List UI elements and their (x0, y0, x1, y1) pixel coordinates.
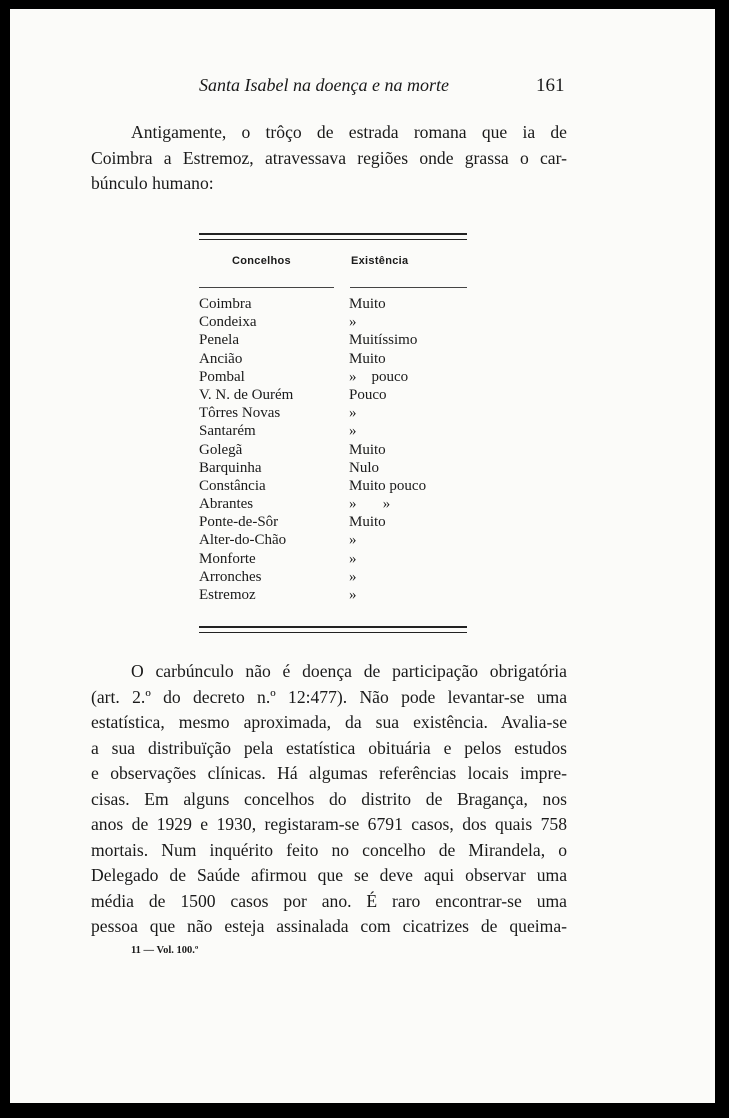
existencia-cell: Muito (349, 441, 386, 458)
text-line: Delegado de Saúde afirmou que se deve aqui observar uma (91, 865, 567, 885)
text-line: estatística, mesmo aproximada, da sua existência. Avalia-se (91, 712, 567, 732)
text-line: anos de 1929 e 1930, registaram-se 6791 casos, dos quais 758 (91, 814, 567, 834)
existencia-cell: » (349, 423, 357, 440)
existencia-cell: » (349, 587, 357, 603)
concelho-cell: Santarém (199, 423, 256, 440)
table-row (199, 404, 467, 422)
table-row (199, 495, 467, 513)
table-row (199, 313, 467, 331)
table-row (199, 386, 467, 404)
concelho-cell: Alter-do-Chão (199, 532, 287, 549)
existencia-cell: » (349, 314, 357, 331)
existencia-cell: » » (349, 496, 391, 513)
text-line: (art. 2.º do decreto n.º 12:477). Não pode levantar-se uma (91, 686, 567, 707)
existencia-cell: » (349, 532, 357, 549)
existencia-cell: Pouco (349, 386, 387, 403)
table-top-rule-thin (199, 239, 467, 240)
table-row (199, 441, 467, 459)
table-row (199, 350, 467, 368)
existencia-cell: Nulo (349, 459, 379, 476)
table-row (199, 422, 467, 440)
concelho-cell: Tôrres Novas (199, 405, 281, 422)
text-line: cisas. Em alguns concelhos do distrito de Bragança, nos (91, 788, 567, 809)
text-line: Coimbra a Estremoz, atravessava regiões onde grassa o car- (91, 147, 567, 168)
text-line: Antigamente, o trôço de estrada romana que ia de (131, 122, 567, 142)
table-row (199, 459, 467, 477)
table-top-rule (199, 233, 467, 235)
page-header (10, 75, 715, 101)
paragraph-body (91, 659, 567, 940)
existencia-cell: » pouco (349, 368, 409, 385)
table-row (199, 568, 467, 586)
table-row (199, 531, 467, 549)
text-line: búnculo humano: (91, 173, 214, 193)
concelho-cell: Ponte-de-Sôr (199, 514, 279, 531)
signature-mark: 11 — Vol. 100.º (131, 945, 199, 956)
concelho-cell: Estremoz (199, 587, 256, 603)
table-row (199, 513, 467, 531)
concelho-cell: Abrantes (199, 496, 254, 513)
table-row (199, 586, 467, 604)
existencia-cell: Muitíssimo (349, 332, 418, 349)
concelho-cell: Barquinha (199, 459, 262, 476)
table-bottom-rule (199, 626, 467, 628)
existencia-cell: Muito pouco (349, 477, 427, 494)
running-title: Santa Isabel na doença e na morte (199, 75, 449, 95)
concelho-cell: Condeixa (199, 314, 257, 331)
table-row (199, 295, 467, 313)
text-line: média de 1500 casos por ano. É raro encontrar-se uma (91, 890, 567, 911)
concelho-cell: Ancião (199, 350, 243, 367)
existencia-cell: Muito (349, 350, 386, 367)
existencia-cell: » (349, 550, 357, 567)
table-row (199, 331, 467, 349)
text-line: mortais. Num inquérito feito no concelho de Mirandela, o (91, 839, 567, 860)
concelho-cell: Arronches (199, 568, 262, 585)
book-page (10, 9, 715, 1103)
concelho-cell: Monforte (199, 550, 256, 567)
header-rule-right (350, 287, 467, 288)
existencia-cell: » (349, 568, 357, 585)
header-rule-left (199, 287, 334, 288)
concelho-cell: Pombal (199, 368, 245, 385)
concelho-cell: Constância (199, 477, 266, 494)
concelhos-table (199, 295, 467, 604)
concelho-cell: Penela (199, 332, 239, 349)
table-bottom-rule-thin (199, 632, 467, 633)
page-number: 161 (536, 75, 565, 96)
existencia-cell: Muito (349, 296, 386, 312)
text-line: O carbúnculo não é doença de participação obrigatória (131, 661, 567, 681)
text-line: e observações clínicas. Há algumas referências locais impre- (91, 763, 567, 783)
column-header-concelhos: Concelhos (232, 255, 291, 267)
existencia-cell: » (349, 405, 357, 422)
paragraph-intro (91, 120, 567, 197)
existencia-cell: Muito (349, 514, 386, 531)
text-line: pessoa que não esteja assinalada com cicatrizes de queima- (91, 916, 567, 936)
column-header-existencia: Existência (351, 255, 409, 267)
table-row (199, 368, 467, 386)
text-line: a sua distribuïção pela estatística obituária e pelos estudos (91, 737, 567, 758)
concelho-cell: V. N. de Ourém (199, 386, 294, 403)
table-row (199, 477, 467, 495)
concelho-cell: Golegã (199, 441, 243, 458)
concelho-cell: Coimbra (199, 296, 252, 312)
table-row (199, 550, 467, 568)
